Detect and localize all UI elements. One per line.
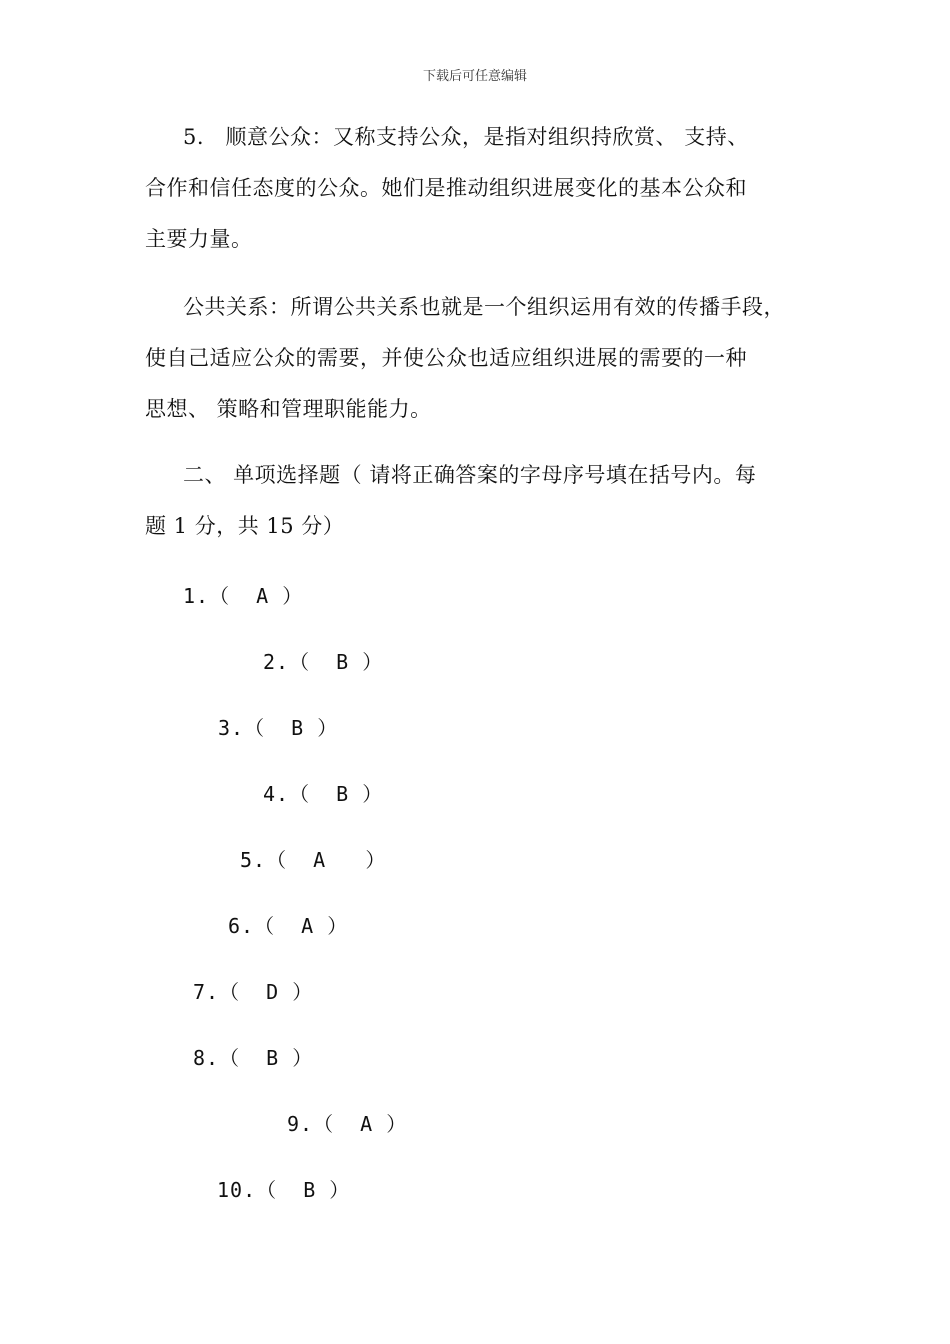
text-line: 使自己适应公众的需要，并使公众也适应组织进展的需要的一种 bbox=[145, 346, 747, 370]
text-line: 5. 顺意公众：又称支持公众，是指对组织持欣赏、 支持、 bbox=[183, 125, 749, 149]
paragraph-supportive-public bbox=[145, 112, 810, 265]
answer-item-1: 1.（ A ） bbox=[183, 584, 304, 608]
section-heading-single-choice bbox=[145, 450, 810, 552]
text-line: 题 1 分，共 15 分） bbox=[145, 514, 345, 538]
text-line: 主要力量。 bbox=[145, 227, 253, 251]
answer-item-9: 9.（ A ） bbox=[287, 1112, 408, 1136]
answer-item-3: 3.（ B ） bbox=[218, 716, 339, 740]
answer-item-10: 10.（ B ） bbox=[217, 1178, 351, 1202]
answer-item-2: 2.（ B ） bbox=[263, 650, 384, 674]
text-line: 公共关系：所谓公共关系也就是一个组织运用有效的传播手段， bbox=[183, 295, 785, 319]
text-line: 二、 单项选择题（ 请将正确答案的字母序号填在括号内。每 bbox=[183, 463, 757, 487]
text-line: 思想、 策略和管理职能能力。 bbox=[145, 397, 432, 421]
text-line: 合作和信任态度的公众。她们是推动组织进展变化的基本公众和 bbox=[145, 176, 747, 200]
page-header: 下载后可任意编辑 bbox=[422, 69, 527, 84]
answer-item-5: 5.（ A ） bbox=[240, 848, 387, 872]
paragraph-public-relations bbox=[145, 282, 810, 435]
answer-item-4: 4.（ B ） bbox=[263, 782, 384, 806]
answer-item-8: 8.（ B ） bbox=[193, 1046, 314, 1070]
answer-item-6: 6.（ A ） bbox=[228, 914, 349, 938]
answer-item-7: 7.（ D ） bbox=[193, 980, 314, 1004]
